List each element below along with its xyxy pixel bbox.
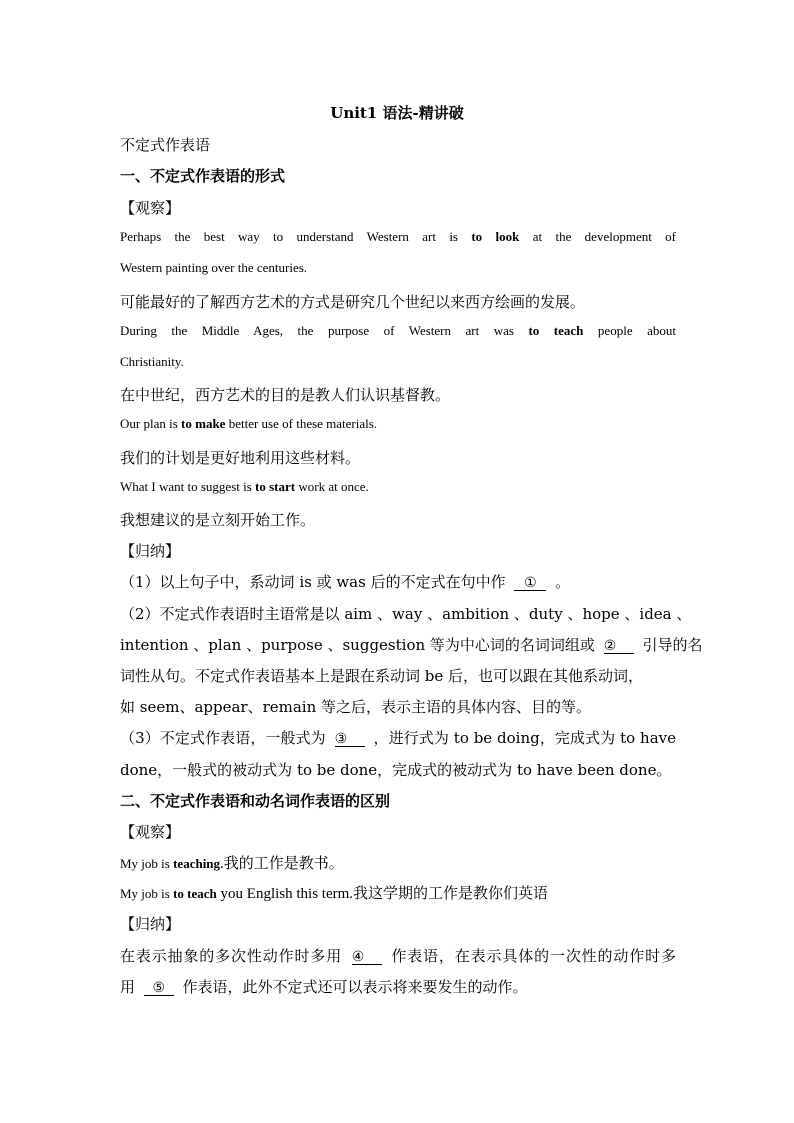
example2-text-a: During the Middle Ages, the purpose of Western art was: [120, 323, 529, 338]
example4-text-a: What I want to suggest is: [120, 479, 256, 494]
example1-english-cont: Western painting over the centuries.: [120, 260, 308, 275]
example3-text-a: Our plan is: [120, 416, 182, 431]
summary1-rule2-line3: 词性从句。不定式作表语基本上是跟在系动词 be 后，也可以跟在其他系动词，: [120, 667, 644, 685]
summary-label-2: 【归纳】: [120, 915, 181, 933]
summary1-rule2-line4: 如 seem、appear、remain 等之后，表示主语的具体内容、目的等。: [120, 698, 592, 716]
summary1-rule1: [120, 571, 676, 592]
observe-label-2: 【观察】: [120, 823, 181, 841]
answer-blank-1[interactable]: ①: [514, 576, 546, 591]
section2-example1: [120, 852, 676, 873]
page-title: Unit1 语法-精讲破: [330, 104, 464, 122]
answer-blank-5[interactable]: ⑤: [144, 981, 174, 996]
s2-example1-text-a: My job is: [120, 856, 174, 871]
example3-english: [120, 416, 676, 432]
section2-heading: 二、不定式作表语和动名词作表语的区别: [120, 792, 391, 810]
example3-infinitive: to make: [181, 416, 226, 431]
example4-english: [120, 479, 676, 495]
summary1-rule3-line1: [120, 727, 676, 748]
rule3-text-b: ，进行式为 to be doing，完成式为 to have: [368, 729, 676, 747]
summary-label-1: 【归纳】: [120, 542, 181, 560]
example2-infinitive: to teach: [528, 323, 584, 338]
section2-example2: [120, 882, 676, 903]
example1-infinitive: to look: [471, 229, 520, 244]
example1-text-c: at the development of: [519, 229, 677, 244]
rule2-text-c: 引导的名: [637, 636, 703, 654]
s2-example2-text-a: My job is: [120, 886, 174, 901]
section1-heading: 一、不定式作表语的形式: [120, 167, 286, 185]
s2-summary-text-d: 作表语，此外不定式还可以表示将来要发生的动作。: [177, 978, 528, 996]
rule1-text-b: 。: [550, 573, 571, 591]
example2-text-c: people about: [583, 323, 676, 338]
observe-label-1: 【观察】: [120, 199, 181, 217]
summary1-rule2-line1: （2）不定式作表语时主语常是以 aim 、way 、ambition 、duty 、hope 、idea 、: [120, 605, 692, 623]
rule1-text-a: （1）以上句子中，系动词 is 或 was 后的不定式在句中作: [120, 573, 511, 591]
example3-chinese: 我们的计划是更好地利用这些材料。: [120, 449, 361, 467]
example4-chinese: 我想建议的是立刻开始工作。: [120, 511, 316, 529]
s2-example1-gerund: teaching: [173, 856, 221, 871]
example1-english: [120, 229, 676, 245]
example4-text-c: work at once.: [295, 479, 369, 494]
example3-text-c: better use of these materials.: [225, 416, 378, 431]
example1-chinese: 可能最好的了解西方艺术的方式是研究几个世纪以来西方绘画的发展。: [120, 293, 586, 311]
s2-summary-text-c: 用: [120, 978, 140, 996]
example2-english: [120, 323, 676, 339]
answer-blank-3[interactable]: ③: [335, 732, 365, 747]
answer-blank-4[interactable]: ④: [352, 950, 382, 965]
answer-blank-2[interactable]: ②: [604, 639, 634, 654]
s2-example2-infinitive: to teach: [173, 886, 217, 901]
rule3-text-a: （3）不定式作表语，一般式为: [120, 729, 331, 747]
s2-example2-text-c: you English this term.我这学期的工作是教你们英语: [216, 886, 549, 902]
subtitle: 不定式作表语: [120, 136, 211, 154]
s2-summary-text-b: 作表语，在表示具体的一次性的动作时多: [385, 947, 676, 965]
example2-english-cont: Christianity.: [120, 354, 184, 369]
example1-text-a: Perhaps the best way to understand Western art is: [120, 229, 472, 244]
example4-infinitive: to start: [255, 479, 296, 494]
summary1-rule2-line2: [120, 634, 703, 655]
rule2-text-b: intention 、plan 、purpose 、suggestion 等为中心词的名词词组或: [120, 636, 600, 654]
s2-summary-text-a: 在表示抽象的多次性动作时多用: [120, 947, 348, 965]
summary2-line2: [120, 976, 676, 997]
s2-example1-text-c: .我的工作是教书。: [220, 856, 344, 872]
summary2-line1: [120, 945, 676, 966]
example2-chinese: 在中世纪，西方艺术的目的是教人们认识基督教。: [120, 386, 451, 404]
summary1-rule3-line2: done，一般式的被动式为 to be done，完成式的被动式为 to have been done。: [120, 761, 672, 779]
